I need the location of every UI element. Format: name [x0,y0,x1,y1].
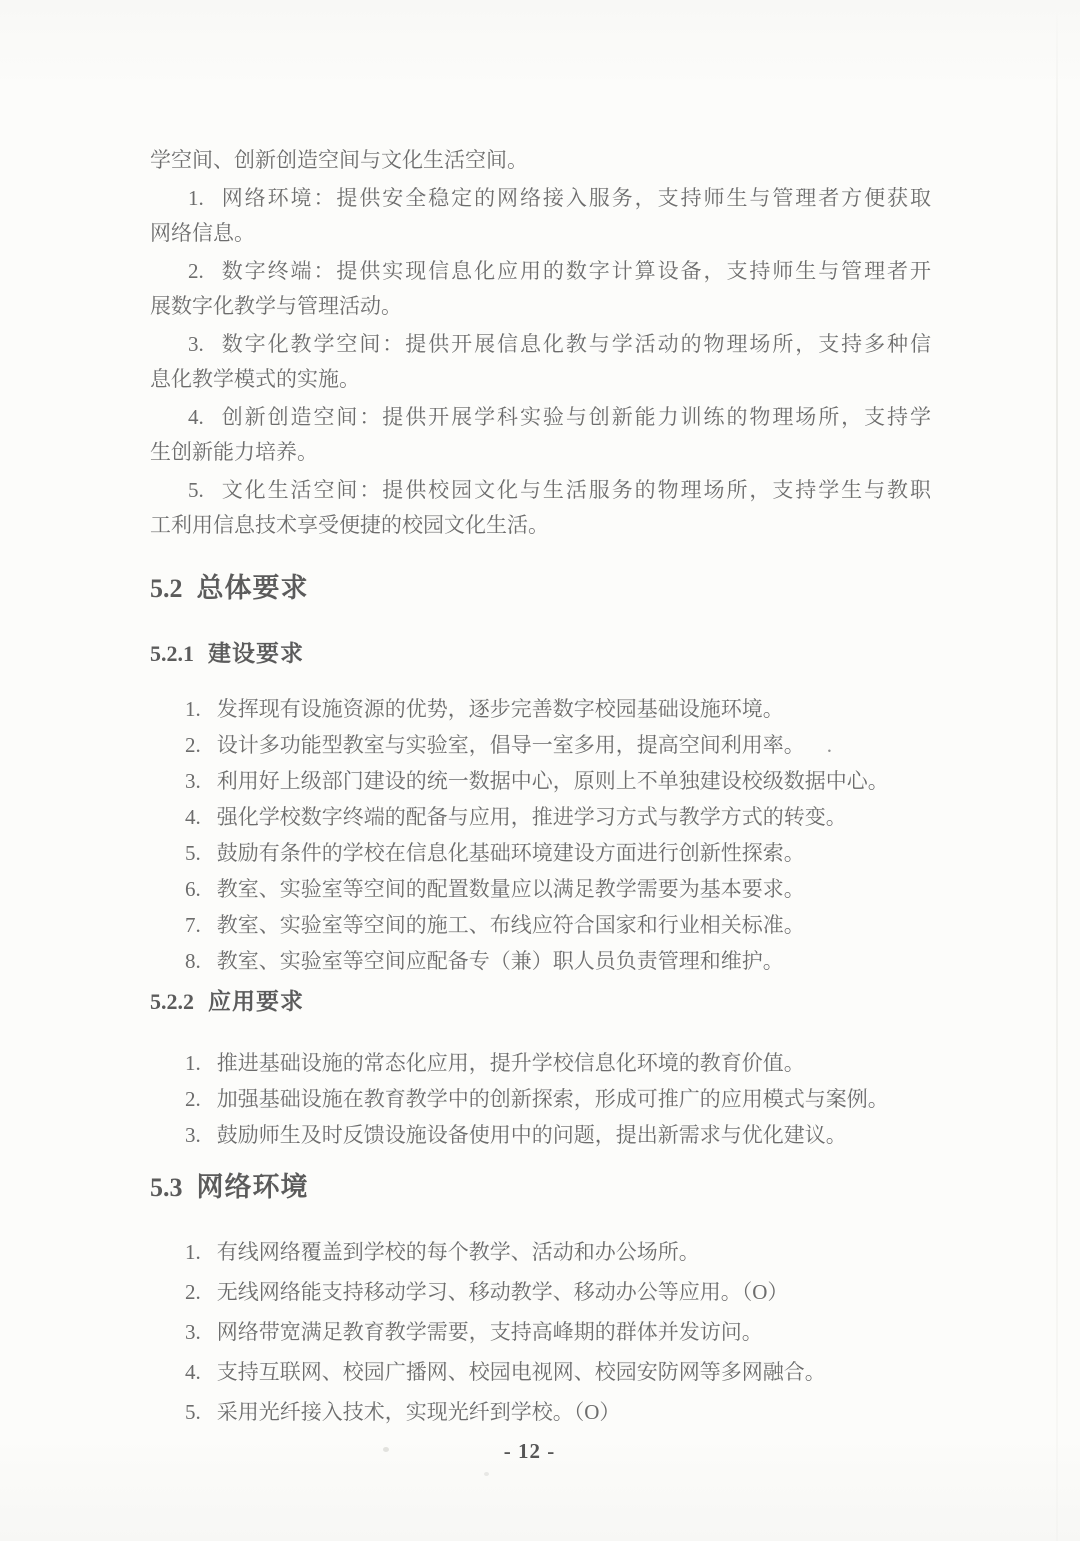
scan-edge-artifact [1056,0,1058,1541]
paragraph-line [150,327,931,362]
list-item [150,1354,931,1390]
network-environment-list [150,1234,931,1430]
item-text: 数字化教学空间：提供开展信息化教与学活动的物理场所，支持多种信 [219,332,931,356]
paragraph-line [150,254,931,289]
item-number: 3. [185,1320,201,1344]
item-text: 利用好上级部门建设的统一数据中心，原则上不单独建设校级数据中心。 [216,769,889,793]
list-item [150,943,931,979]
list-item [150,871,931,907]
item-text: 教室、实验室等空间应配备专（兼）职人员负责管理和维护。 [216,949,784,973]
item-number: 6. [185,877,201,901]
item-number: 1. [185,697,201,721]
numbered-paragraph [150,400,931,470]
item-text: 教室、实验室等空间的施工、布线应符合国家和行业相关标准。 [216,913,805,937]
list-item [150,1314,931,1350]
list-item [150,1234,931,1270]
item-number: 2. [185,733,201,757]
item-number: 3. [185,1123,201,1147]
section-title: 总体要求 [196,573,309,603]
section-number: 5.3 [150,1173,183,1202]
item-number: 5. [188,478,204,502]
section-number: 5.2.2 [150,989,194,1014]
item-text: 数字终端：提供实现信息化应用的数字计算设备，支持师生与管理者开 [219,259,931,283]
section-title: 应用要求 [208,988,304,1014]
list-item [150,691,931,727]
paragraph-line: 工利用信息技术享受便捷的校园文化生活。 [150,513,549,537]
item-text: 强化学校数字终端的配备与应用，推进学习方式与教学方式的转变。 [216,805,847,829]
item-number: 5. [185,1400,201,1424]
list-item [150,799,931,835]
item-text: 创新创造空间：提供开展学科实验与创新能力训练的物理场所，支持学 [219,405,931,429]
paragraph-line: 息化教学模式的实施。 [150,367,360,391]
item-text: 无线网络能支持移动学习、移动教学、移动办公等应用。（O） [216,1280,789,1304]
list-item [150,1394,931,1430]
item-text: 采用光纤接入技术，实现光纤到学校。（O） [216,1400,621,1424]
item-number: 2. [185,1280,201,1304]
paragraph-line: 展数字化教学与管理活动。 [150,294,402,318]
item-text: 推进基础设施的常态化应用，提升学校信息化环境的教育价值。 [216,1051,805,1075]
scan-speck [484,1472,489,1476]
page-number-footer: - 12 - [503,1439,556,1463]
item-number: 1. [185,1240,201,1264]
item-number: 3. [188,332,204,356]
item-number: 4. [188,405,204,429]
section-title: 网络环境 [196,1172,309,1202]
item-text: 鼓励师生及时反馈设施设备使用中的问题，提出新需求与优化建议。 [216,1123,847,1147]
numbered-paragraph [150,327,931,397]
item-text: 有线网络覆盖到学校的每个教学、活动和办公场所。 [216,1240,700,1264]
scan-dot-artifact: . [826,733,832,757]
item-number: 4. [185,1360,201,1384]
item-text: 文化生活空间：提供校园文化与生活服务的物理场所，支持学生与教职 [219,478,931,502]
paragraph-line [150,181,931,216]
item-number: 8. [185,949,201,973]
numbered-paragraph [150,181,931,251]
list-item [150,1274,931,1310]
construction-requirements-list [150,691,931,979]
section-number: 5.2.1 [150,641,194,666]
list-item [150,1045,931,1081]
item-number: 2. [188,259,204,283]
scan-speck [383,1447,389,1452]
list-item [150,907,931,943]
item-text: 支持互联网、校园广播网、校园电视网、校园安防网等多网融合。 [216,1360,826,1384]
section-number: 5.2 [150,574,183,603]
item-number: 3. [185,769,201,793]
item-number: 5. [185,841,201,865]
list-item [150,727,931,763]
item-number: 2. [185,1087,201,1111]
paragraph-line [150,473,931,508]
subsection-heading-5-2-1 [150,640,931,667]
paragraph-line [150,400,931,435]
list-item [150,1081,931,1117]
item-number: 7. [185,913,201,937]
item-text: 设计多功能型教室与实验室，倡导一室多用，提高空间利用率。 [216,733,805,757]
paragraph-line: 网络信息。 [150,221,255,245]
item-text: 网络带宽满足教育教学需要，支持高峰期的群体并发访问。 [216,1320,763,1344]
paragraph-line: 生创新能力培养。 [150,440,318,464]
list-item [150,1117,931,1153]
item-text: 发挥现有设施资源的优势，逐步完善数字校园基础设施环境。 [216,697,784,721]
section-heading-5-2 [150,572,931,605]
numbered-paragraph [150,254,931,324]
item-number: 1. [185,1051,201,1075]
item-number: 4. [185,805,201,829]
section-title: 建设要求 [208,640,304,666]
application-requirements-list [150,1045,931,1153]
list-item [150,763,931,799]
subsection-heading-5-2-2 [150,988,931,1015]
item-text: 网络环境：提供安全稳定的网络接入服务，支持师生与管理者方便获取 [219,186,931,210]
section-heading-5-3 [150,1171,931,1204]
numbered-paragraph [150,473,931,543]
list-item [150,835,931,871]
item-number: 1. [188,186,204,210]
document-body [150,0,931,1464]
paragraph-continuation: 学空间、创新创造空间与文化生活空间。 [150,148,528,172]
item-text: 鼓励有条件的学校在信息化基础环境建设方面进行创新性探索。 [216,841,805,865]
item-text: 加强基础设施在教育教学中的创新探索，形成可推广的应用模式与案例。 [216,1087,889,1111]
item-text: 教室、实验室等空间的配置数量应以满足教学需要为基本要求。 [216,877,805,901]
